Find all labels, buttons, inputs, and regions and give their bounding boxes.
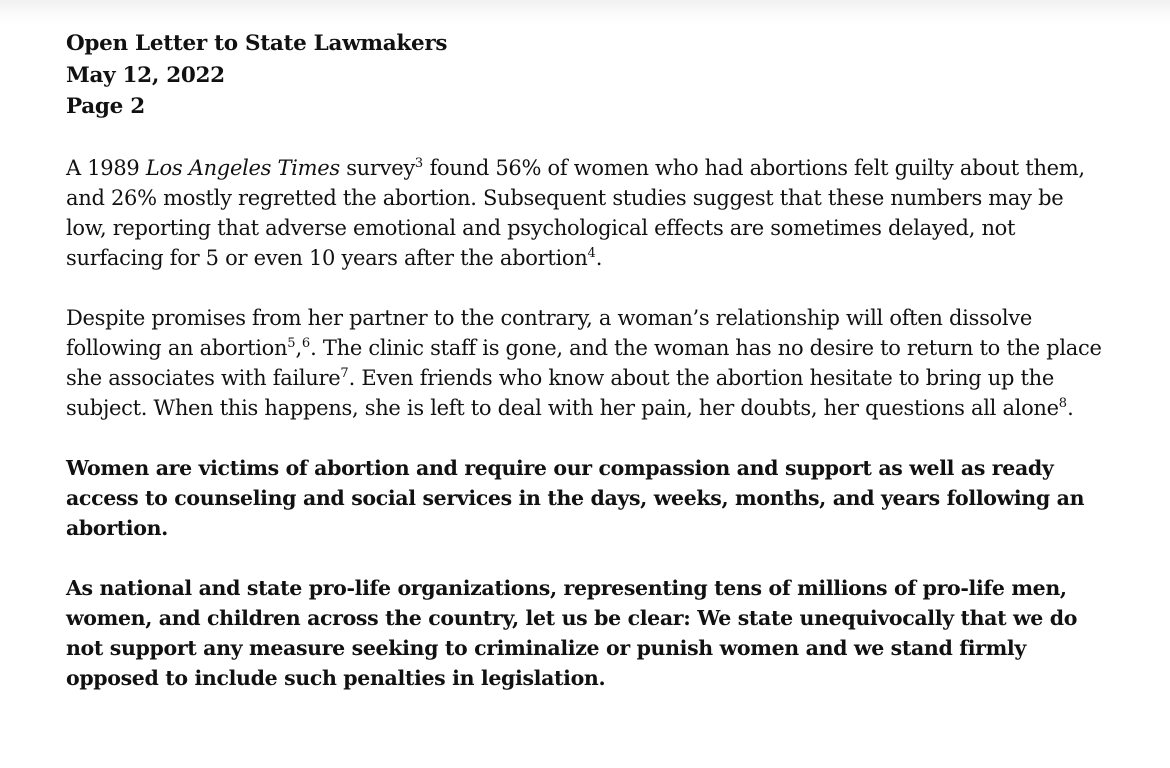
- footnote-marker: 5: [287, 335, 296, 351]
- paragraph-survey: [66, 153, 1106, 273]
- footnote-marker: 4: [587, 245, 596, 261]
- paragraph-text: found 56% of women who had abortions felt guilty about them, and 26% mostly regretted the abortion. Subsequent studies suggest that these numbers may be low, reporting that adverse emotional and psychological effects are sometimes delayed, not surfacing for 5 or even 10 years after the abortion: [66, 155, 1085, 270]
- footnote-marker: 7: [340, 365, 349, 381]
- paragraph-text: . The clinic staff is gone, and the woman has no desire to return to the place she associates with failure: [66, 335, 1102, 390]
- footnote-marker: 6: [301, 335, 311, 351]
- letter-body: [66, 28, 1106, 723]
- footnote-marker: 3: [414, 155, 424, 171]
- paragraph-text: A 1989: [66, 155, 146, 180]
- paragraph-text: .: [595, 245, 603, 270]
- paragraph-text: ,: [295, 335, 302, 360]
- footnote-marker: 8: [1058, 395, 1068, 411]
- paragraph-text: .: [1067, 395, 1074, 420]
- paragraph-relationship: [66, 303, 1106, 423]
- paragraph-text: survey: [339, 155, 415, 180]
- paragraph-text: Despite promises from her partner to the contrary, a woman’s relationship will often dissolve following an abortion: [66, 305, 1032, 360]
- paragraph-position-statement: As national and state pro-life organizations, representing tens of millions of pro-life men, women, and children across the country, let us be clear: We state unequivocally that we do not support any measure seeking to criminalize or punish women and we stand firmly opposed to include such penalties in legislation.: [66, 575, 1078, 690]
- paragraph-victims: Women are victims of abortion and require our compassion and support as well as ready access to counseling and social services in the days, weeks, months, and years following an abortion.: [66, 455, 1085, 540]
- letter-header: [66, 28, 1106, 123]
- source-title: Los Angeles Times: [145, 155, 340, 180]
- letter-title: Open Letter to State Lawmakers: [66, 31, 448, 56]
- page-number: Page 2: [66, 94, 145, 119]
- paragraph-text: . Even friends who know about the abortion hesitate to bring up the subject. When this happens, she is left to deal with her pain, her doubts, her questions all alone: [66, 365, 1059, 420]
- letter-date: May 12, 2022: [66, 62, 225, 88]
